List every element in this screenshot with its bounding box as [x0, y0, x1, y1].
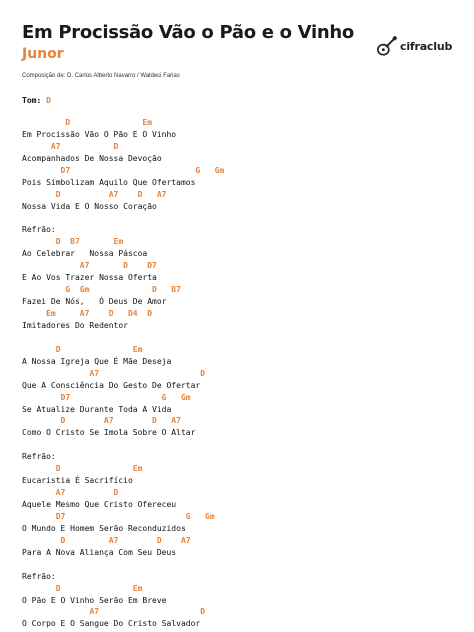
lyric-line: Para A Nova Aliança Com Seu Deus — [22, 547, 177, 557]
lyric-line: E Ao Vos Trazer Nossa Oferta — [22, 273, 157, 283]
chord-line[interactable]: G Gm D B7 — [22, 285, 181, 295]
chord-line[interactable]: D Em — [22, 464, 143, 474]
section-label: Refrão: — [22, 225, 56, 235]
spacer-line — [22, 213, 224, 225]
chord-line[interactable]: A7 D D7 — [22, 261, 157, 271]
section-label: Refrão: — [22, 571, 56, 581]
song-title: Em Procissão Vão o Pão e o Vinho — [22, 22, 354, 43]
chord-line[interactable]: A7 D — [22, 488, 119, 498]
chord-line[interactable]: D A7 D A7 — [22, 189, 167, 199]
lyric-line: Se Atualize Durante Toda A Vida — [22, 404, 172, 414]
lyric-line: Como O Cristo Se Imola Sobre O Altar — [22, 428, 196, 438]
chord-line[interactable]: D7 G Gm — [22, 511, 215, 521]
lyric-line: Fazei De Nós, Ó Deus De Amor — [22, 297, 167, 307]
cifraclub-logo — [376, 34, 456, 58]
spacer-line — [22, 439, 224, 451]
chord-sheet — [22, 117, 224, 630]
lyric-line: Nossa Vida E O Nosso Coração — [22, 201, 157, 211]
chord-line[interactable]: D7 G Gm — [22, 165, 225, 175]
lyric-line: Pois Simbolizam Aquilo Que Ofertamos — [22, 177, 196, 187]
chord-line[interactable]: D Em — [22, 344, 143, 354]
lyric-line: Eucaristia É Sacrifício — [22, 476, 133, 486]
chord-line[interactable]: D Em — [22, 118, 153, 127]
tom-line — [22, 96, 51, 105]
chord-line[interactable]: Em A7 D D4 D — [22, 309, 153, 318]
spacer-line — [22, 559, 224, 571]
lyric-line: Em Procissão Vão O Pão E O Vinho — [22, 129, 177, 139]
lyric-line: Aquele Mesmo Que Cristo Ofereceu — [22, 500, 177, 509]
chord-line[interactable]: D B7 Em — [22, 237, 124, 247]
lyric-line: O Pão E O Vinho Serão Em Breve — [22, 595, 167, 605]
lyric-line: Que A Consciência Do Gesto De Ofertar — [22, 380, 201, 390]
chord-line[interactable]: D A7 D A7 — [22, 416, 181, 426]
chord-line[interactable]: A7 D — [22, 368, 206, 378]
lyric-line: Acompanhados De Nossa Devoção — [22, 153, 162, 163]
composer-credit: Composição de: D. Carlos Alberto Navarro / Waldeci Farias — [22, 73, 180, 79]
section-label: Refrão: — [22, 452, 56, 462]
logo-text: cifraclub — [400, 39, 453, 53]
chord-line[interactable]: A7 D — [22, 141, 119, 151]
lyric-line: O Corpo E O Sangue Do Cristo Salvador — [22, 619, 201, 629]
lyric-line: Imitadores Do Redentor — [22, 320, 128, 330]
lyric-line: A Nossa Igreja Que É Mãe Deseja — [22, 356, 172, 366]
tom-label: Tom: — [22, 96, 42, 105]
chord-line[interactable]: D7 G Gm — [22, 392, 191, 402]
lyric-line: Ao Celebrar Nossa Páscoa — [22, 249, 148, 259]
artist-name: Junor — [22, 46, 64, 62]
chord-line[interactable]: D A7 D A7 — [22, 535, 191, 545]
tom-key[interactable]: D — [46, 96, 51, 105]
chord-line[interactable]: D Em — [22, 583, 143, 593]
guitar-icon — [376, 35, 398, 57]
spacer-line — [22, 332, 224, 344]
lyric-line: O Mundo E Homem Serão Reconduzidos — [22, 523, 186, 533]
chord-line[interactable]: A7 D — [22, 607, 206, 617]
